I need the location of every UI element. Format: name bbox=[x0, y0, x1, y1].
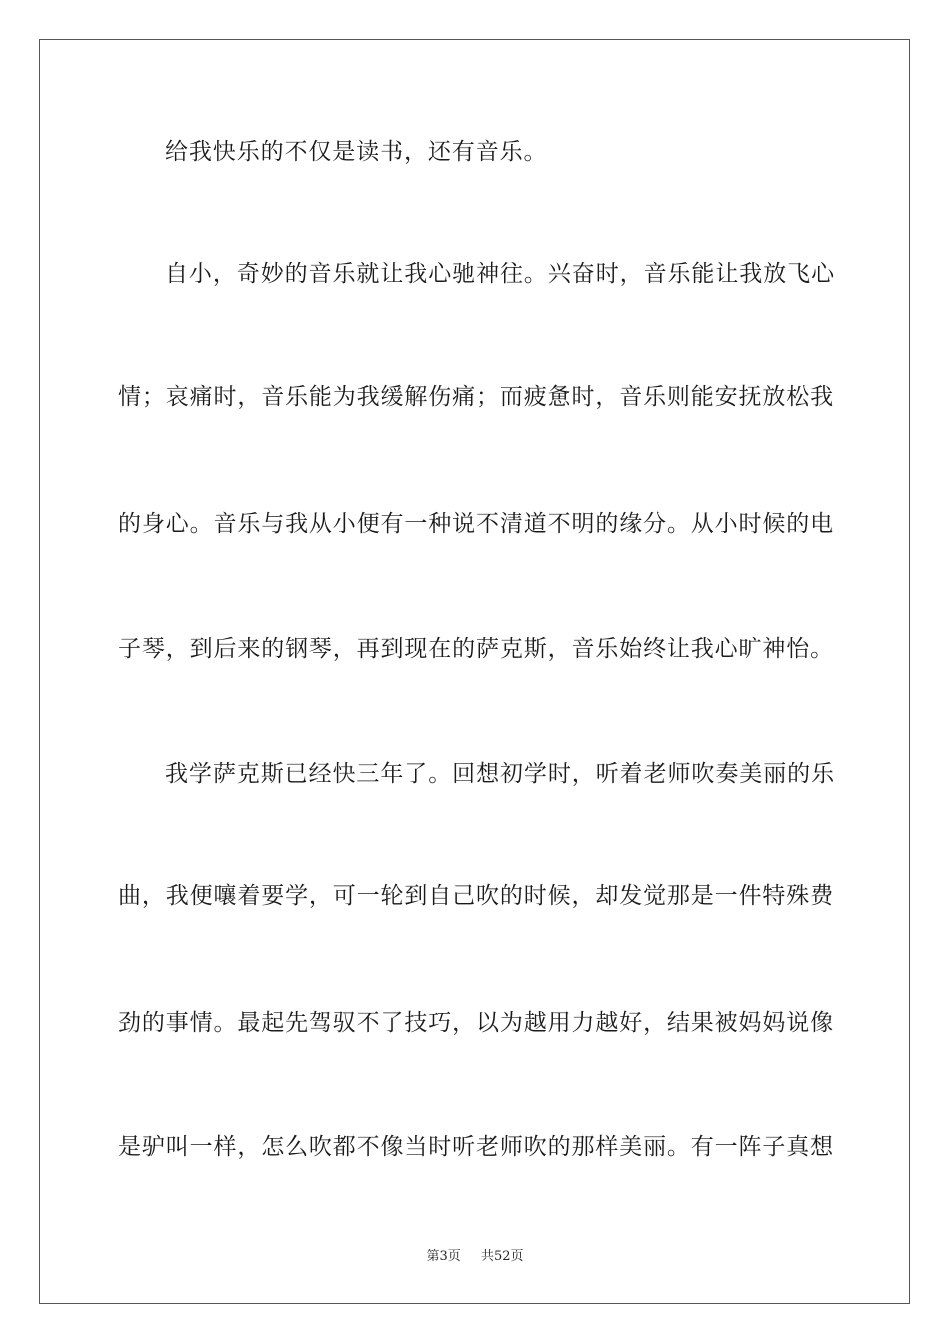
page-total: 共52页 bbox=[481, 1249, 524, 1264]
paragraph-line bbox=[165, 259, 835, 289]
line-text: 是驴叫一样，怎么吹都不像当时听老师吹的那样美丽。有一阵子真想 bbox=[118, 1134, 834, 1160]
paragraph-line bbox=[165, 137, 835, 167]
paragraph-line bbox=[118, 881, 834, 911]
line-text: 曲，我便嚷着要学，可一轮到自己吹的时候，却发觉那是一件特殊费 bbox=[118, 883, 834, 909]
line-text: 我学萨克斯已经快三年了。回想初学时，听着老师吹奏美丽的乐 bbox=[165, 761, 835, 787]
line-text: 自小，奇妙的音乐就让我心驰神往。兴奋时，音乐能让我放飞心 bbox=[165, 261, 835, 287]
line-text: 劲的事情。最起先驾驭不了技巧，以为越用力越好，结果被妈妈说像 bbox=[118, 1010, 834, 1036]
line-text: 子琴，到后来的钢琴，再到现在的萨克斯，音乐始终让我心旷神怡。 bbox=[118, 636, 834, 662]
paragraph-line bbox=[118, 509, 834, 539]
paragraph-line bbox=[118, 634, 834, 664]
line-text: 的身心。音乐与我从小便有一种说不清道不明的缘分。从小时候的电 bbox=[118, 511, 834, 537]
page-border bbox=[39, 39, 910, 1304]
paragraph-line bbox=[118, 1132, 834, 1162]
paragraph-line bbox=[165, 759, 835, 789]
page-number: 第3页 bbox=[426, 1249, 461, 1264]
line-text: 给我快乐的不仅是读书，还有音乐。 bbox=[165, 139, 548, 165]
line-text: 情；哀痛时，音乐能为我缓解伤痛；而疲惫时，音乐则能安抚放松我 bbox=[118, 384, 834, 410]
paragraph-line bbox=[118, 1008, 834, 1038]
paragraph-line bbox=[118, 382, 834, 412]
page-footer bbox=[0, 1247, 950, 1267]
